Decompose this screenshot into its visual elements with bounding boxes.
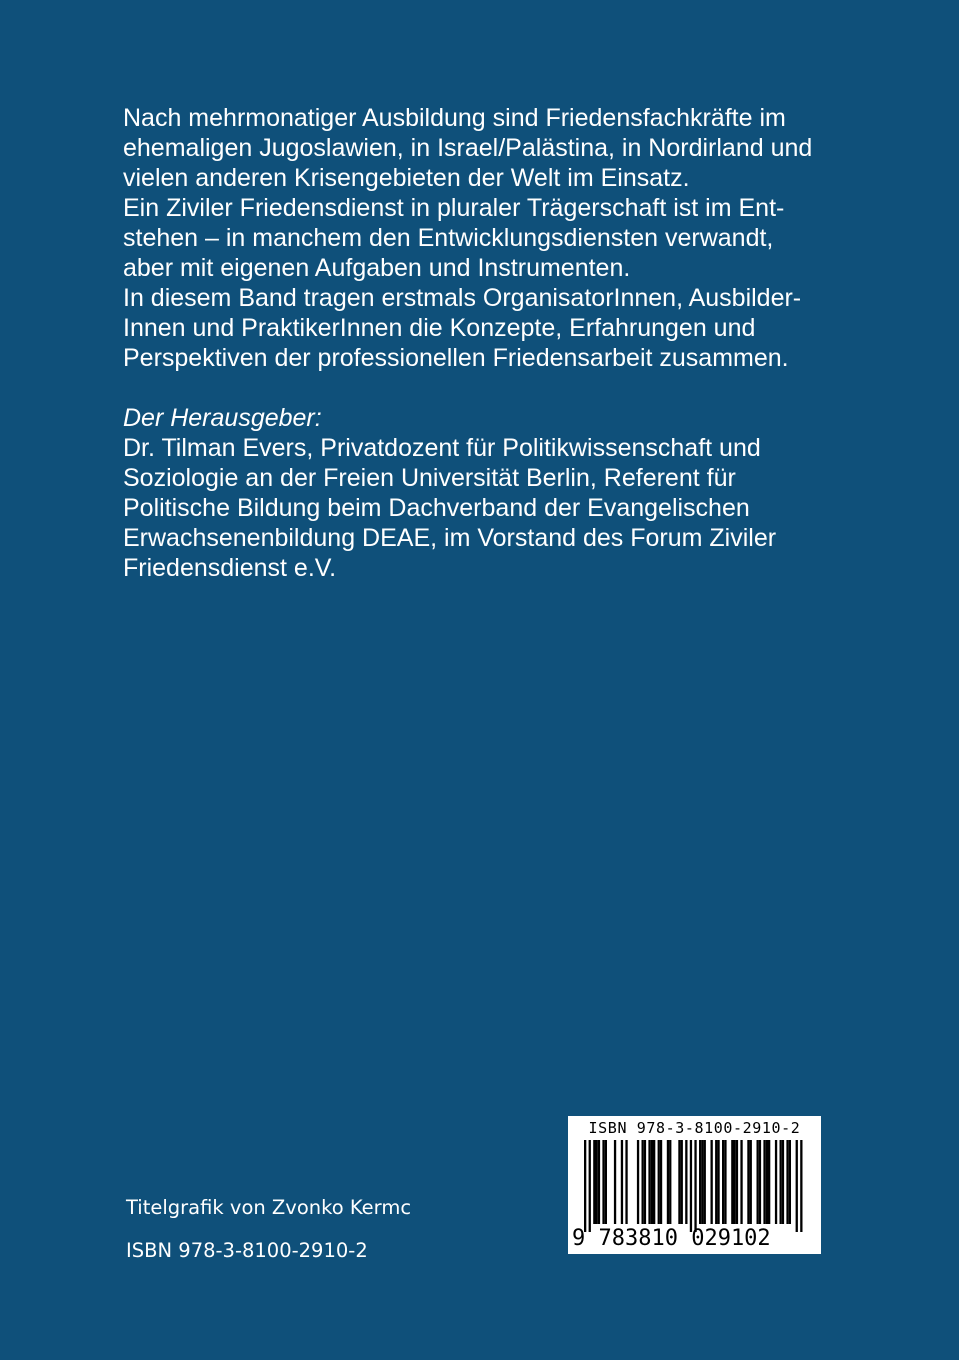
barcode-bar: [644, 1140, 646, 1224]
barcode-bar: [589, 1140, 591, 1232]
barcode-bar: [621, 1140, 623, 1224]
barcode-bar: [734, 1140, 736, 1224]
barcode-bar: [701, 1140, 703, 1224]
blurb-line: aber mit eigenen Aufgaben und Instrumenten.: [123, 254, 631, 282]
barcode-bar: [602, 1140, 604, 1224]
barcode-bar: [651, 1140, 653, 1224]
barcode-bar: [763, 1140, 765, 1224]
barcode-bar: [740, 1140, 742, 1224]
editor-bio-line: Erwachsenenbildung DEAE, im Vorstand des Forum Ziviler: [123, 524, 777, 552]
barcode-bar: [685, 1140, 687, 1224]
barcode-bar: [596, 1140, 598, 1224]
barcode-bar: [667, 1140, 669, 1224]
blurb-line: Nach mehrmonatiger Ausbildung sind Friedensfachkräfte im: [123, 104, 786, 132]
barcode-bar: [715, 1140, 717, 1224]
editor-bio-line: Friedensdienst e.V.: [123, 554, 337, 582]
editor-bio: [123, 403, 923, 583]
barcode-bar: [660, 1140, 662, 1224]
barcode-bar: [775, 1140, 777, 1224]
isbn-barcode: [568, 1116, 821, 1254]
barcode-bar: [750, 1140, 752, 1224]
barcode-bar: [648, 1140, 650, 1224]
barcode-bar: [722, 1140, 724, 1224]
barcode-bar: [584, 1140, 586, 1232]
barcode-bar: [614, 1140, 616, 1224]
barcode-bar: [796, 1140, 798, 1232]
barcode-bar: [800, 1140, 802, 1232]
barcode-bar: [717, 1140, 719, 1224]
barcode-bar: [642, 1140, 644, 1224]
blurb-line: stehen – in manchem den Entwicklungsdiensten verwandt,: [123, 224, 774, 252]
barcode-bar: [704, 1140, 706, 1224]
barcode-bar: [625, 1140, 627, 1224]
blurb-line: Ein Ziviler Friedensdienst in pluraler Trägerschaft ist im Ent-: [123, 194, 785, 222]
barcode-bar: [789, 1140, 791, 1224]
barcode-bar: [598, 1140, 600, 1224]
barcode-bar: [694, 1140, 696, 1232]
barcode-bar: [724, 1140, 726, 1224]
barcode-bar: [768, 1140, 770, 1224]
cover-art-credit: Titelgrafik von Zvonko Kermc: [126, 1196, 412, 1219]
barcode-bar: [759, 1140, 761, 1224]
blurb-text: [123, 103, 923, 373]
blurb-line: ehemaligen Jugoslawien, in Israel/Palästina, in Nordirland und: [123, 134, 813, 162]
barcode-bar: [780, 1140, 782, 1224]
barcode-bar: [605, 1140, 607, 1224]
barcode-bar: [653, 1140, 655, 1224]
blurb-line: Innen und PraktikerInnen die Konzepte, Erfahrungen und: [123, 314, 756, 342]
barcode-bar: [637, 1140, 639, 1224]
blurb-line: In diesem Band tragen erstmals OrganisatorInnen, Ausbilder-: [123, 284, 802, 312]
blurb-line: vielen anderen Krisengebieten der Welt im Einsatz.: [123, 164, 690, 192]
barcode-bar: [699, 1140, 701, 1224]
barcode-bar: [658, 1140, 660, 1224]
blurb-line: Perspektiven der professionellen Friedensarbeit zusammen.: [123, 344, 789, 372]
barcode-bar: [678, 1140, 680, 1224]
barcode-bar: [669, 1140, 671, 1224]
barcode-bar: [711, 1140, 713, 1224]
barcode-isbn-label: ISBN 978-3-8100-2910-2: [588, 1119, 801, 1137]
barcode-bar: [593, 1140, 595, 1224]
barcode-bars: [568, 1140, 821, 1232]
barcode-bar: [782, 1140, 784, 1224]
editor-bio-line: Dr. Tilman Evers, Privatdozent für Politikwissenschaft und: [123, 434, 761, 462]
editor-bio-line: Politische Bildung beim Dachverband der Evangelischen: [123, 494, 750, 522]
barcode-bar: [681, 1140, 683, 1224]
barcode-bar: [747, 1140, 749, 1224]
editor-label: Der Herausgeber:: [123, 404, 322, 432]
barcode-bar: [731, 1140, 733, 1224]
barcode-bar: [757, 1140, 759, 1224]
barcode-bar: [786, 1140, 788, 1224]
barcode-bar: [690, 1140, 692, 1232]
editor-bio-line: Soziologie an der Freien Universität Berlin, Referent für: [123, 464, 736, 492]
barcode-bar: [766, 1140, 768, 1224]
isbn-text: ISBN 978-3-8100-2910-2: [126, 1239, 368, 1262]
barcode-digits: 9 783810 029102: [572, 1226, 771, 1251]
barcode-bar: [736, 1140, 738, 1224]
